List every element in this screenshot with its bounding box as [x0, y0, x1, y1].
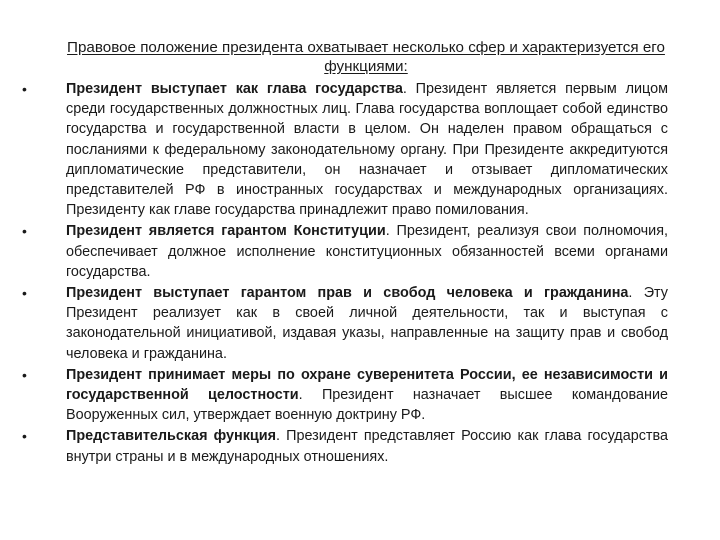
bullet-icon: • [22, 428, 27, 445]
list-item [22, 283, 668, 364]
functions-list [22, 79, 668, 468]
item-lead: Представительская функция [66, 428, 276, 445]
bullet-icon: • [22, 366, 27, 383]
item-text: . Эту Президент реализует как в своей личной деятельности, так и выступая с законодательной инициативой, издавая указы, направленные на защиту прав и свобод человека и гражданина. [66, 285, 668, 362]
bullet-icon: • [22, 81, 27, 97]
item-lead: Президент выступает гарантом прав и свобод человека и гражданина [66, 285, 629, 302]
item-text: . Президент представляет Россию как глава государства внутри страны и в международных отношениях. [66, 428, 668, 465]
item-text: . Президент является первым лицом среди государственных должностных лиц. Глава государства воплощает собой единство государства и государственной власти в целом. Он наделен правом обращаться с посланиями к федеральному законодательному органу. При Президенте аккредитуются дипломатические представители, он назначает и отзывает дипломатических представителей РФ в иностранных государствах и международных организациях. Президенту как главе государства принадлежит право помилования. [66, 81, 668, 219]
item-lead: Президент выступает как глава государства [66, 81, 403, 97]
bullet-icon: • [22, 223, 27, 240]
item-lead: Президент является гарантом Конституции [66, 223, 386, 240]
list-item [22, 79, 668, 220]
bullet-icon: • [22, 285, 27, 302]
item-text: . Президент, реализуя свои полномочия, обеспечивает должное исполнение конституционных обязанностей всеми органами государства. [66, 223, 668, 280]
slide-heading: Правовое положение президента охватывает несколько сфер и характеризуется его функциями: [67, 39, 665, 75]
list-item [22, 221, 668, 282]
list-item [22, 426, 668, 466]
item-text: . Президент назначает высшее командование Вооруженных сил, утверждает военную доктрину РФ. [66, 387, 668, 424]
list-item [22, 365, 668, 426]
item-lead: Президент принимает меры по охране суверенитета России, ее независимости и государственной целостности [66, 366, 668, 404]
